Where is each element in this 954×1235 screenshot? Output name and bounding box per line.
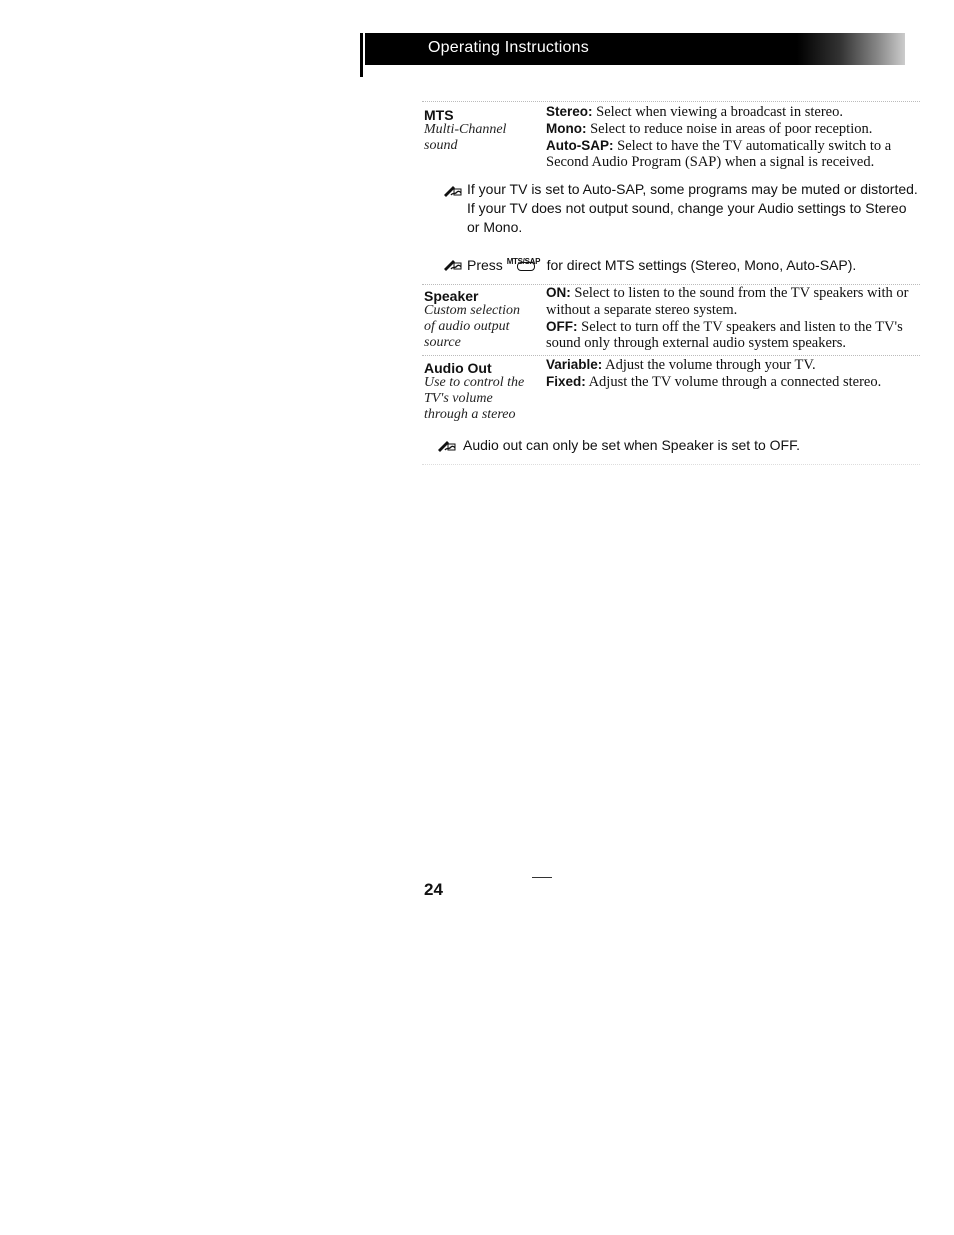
- divider: [422, 355, 920, 356]
- note-press-mts: [467, 256, 919, 275]
- option-fixed: [546, 374, 916, 391]
- description-line: sound: [424, 138, 458, 153]
- note-auto-sap: If your TV is set to Auto-SAP, some programs may be muted or distorted. If your TV does not output sound, change your Audio settings to Stereo or Mono.: [467, 181, 918, 235]
- note-press-suffix: for direct MTS settings (Stereo, Mono, Auto-SAP).: [546, 257, 857, 273]
- divider: [422, 101, 920, 102]
- option-label: ON:: [546, 285, 571, 300]
- option-on: [546, 285, 916, 319]
- page-number: 24: [424, 880, 443, 899]
- speaker-options: [546, 285, 916, 352]
- term-speaker-description: [424, 303, 536, 351]
- description-line: through a stereo: [424, 407, 516, 422]
- description-line: Use to control the: [424, 375, 525, 390]
- option-label: Variable:: [546, 357, 603, 372]
- page-section-title: Operating Instructions: [428, 39, 589, 56]
- option-text: Select when viewing a broadcast in stereo.: [592, 104, 843, 120]
- option-text: Adjust the TV volume through a connected stereo.: [585, 373, 882, 390]
- option-text: Select to listen to the sound from the TV speakers with or without a separate stereo system.: [546, 285, 909, 318]
- button-shape: [517, 262, 535, 271]
- term-mts-description: [424, 122, 536, 154]
- note-press-prefix: Press: [467, 257, 503, 273]
- option-auto-sap: [546, 138, 916, 172]
- option-off: [546, 319, 916, 353]
- option-label: Fixed:: [546, 373, 586, 389]
- mts-sap-button-icon: [507, 256, 543, 272]
- description-line: TV's volume: [424, 391, 493, 406]
- pencil-note-icon: [442, 183, 462, 197]
- pencil-note-icon: [442, 257, 462, 271]
- audio-out-options: [546, 357, 916, 391]
- description-line: source: [424, 335, 461, 350]
- description-line: Multi-Channel: [424, 122, 507, 137]
- description-line: Custom selection: [424, 303, 521, 318]
- term-speaker: Speaker: [424, 288, 479, 304]
- note-audio-out: Audio out can only be set when Speaker is set to OFF.: [463, 437, 800, 453]
- option-label: Auto-SAP:: [546, 137, 614, 153]
- mts-options: [546, 104, 916, 171]
- term-audio-out-description: [424, 375, 544, 423]
- option-text: Select to reduce noise in areas of poor reception.: [586, 120, 873, 137]
- option-variable: [546, 357, 916, 374]
- button-label: MTS/SAP: [506, 257, 541, 266]
- option-stereo: [546, 104, 916, 121]
- divider: [422, 464, 920, 465]
- header-tick-mark: [360, 33, 363, 77]
- description-line: of audio output: [424, 319, 510, 334]
- option-label: Stereo:: [546, 104, 593, 119]
- option-text: Select to have the TV automatically switch to a Second Audio Program (SAP) when a signal is received.: [546, 137, 892, 171]
- option-mono: [546, 121, 916, 138]
- option-label: Mono:: [546, 120, 587, 136]
- option-label: OFF:: [546, 318, 578, 334]
- option-text: Select to turn off the TV speakers and listen to the TV's sound only through external audio system speakers.: [546, 318, 903, 352]
- term-audio-out: Audio Out: [424, 360, 492, 376]
- option-text: Adjust the volume through your TV.: [602, 357, 816, 373]
- pencil-note-icon: [436, 438, 456, 452]
- crop-mark: [532, 877, 552, 878]
- term-mts: MTS: [424, 107, 454, 123]
